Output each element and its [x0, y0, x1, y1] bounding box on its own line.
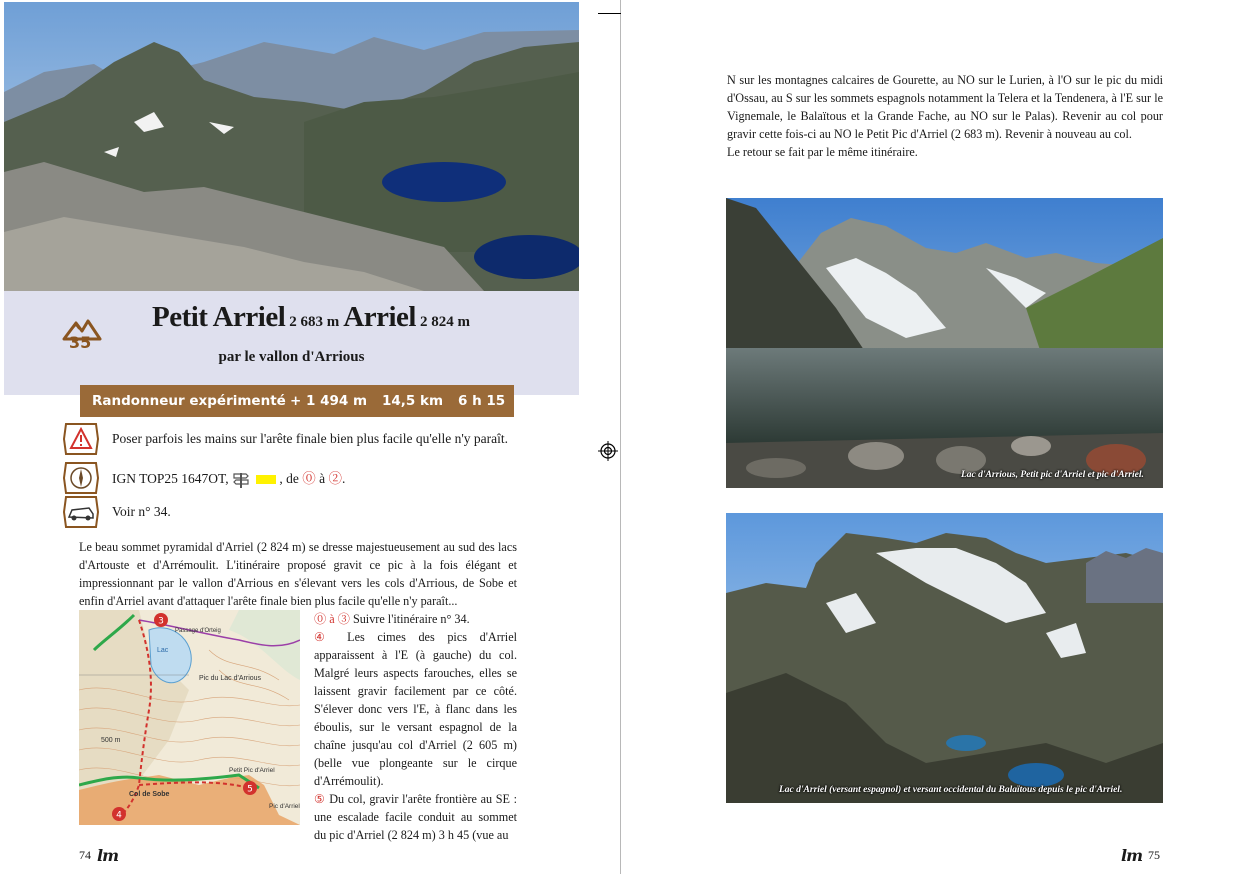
title-petit-arriel: Petit Arriel [152, 301, 286, 333]
route-map [79, 610, 300, 825]
right-folio [1121, 846, 1160, 865]
warning-text: Poser parfois les mains sur l'arête finale bien plus facile qu'elle n'y paraît. [112, 431, 509, 446]
caption-lake: Lac d'Arrious, Petit pic d'Arriel et pic d'Arriel. [961, 470, 1144, 480]
registration-mark-left [598, 441, 618, 461]
waypoint-start: ⓪ [302, 471, 316, 487]
step-1-text: Suivre l'itinéraire n° 34. [352, 612, 470, 626]
intro-paragraph: Le beau sommet pyramidal d'Arriel (2 824 m) se dresse majestueusement au sud des lacs d'Artouste et d'Arrémoulit. L'itinéraire proposé gravit ce pic à la fois élégant et impressionnant par le vallon d'Arrious en s'élevant vers les cols d'Arrious, de Sobe et enfin d'Arriel avant d'attaquer l'arête finale bien plus facile qu'elle n'y paraît... [79, 540, 517, 608]
signpost-icon [232, 471, 250, 489]
map-waypoint-4: 4 [116, 810, 122, 821]
altitude-arriel: 2 824 m [419, 314, 470, 330]
car-icon [62, 495, 100, 529]
map-label-pic-arriel: Pic d'Arriel [269, 803, 300, 810]
trail-marker-yellow [256, 475, 276, 484]
map-ref-to-word: à [319, 471, 326, 487]
access-row [62, 494, 171, 530]
stats-bar [80, 385, 514, 417]
right-page [621, 0, 1238, 874]
compass-icon [62, 461, 100, 495]
return-text: Le retour se fait par le même itinéraire. [727, 145, 918, 159]
balaitous-photo [726, 513, 1163, 803]
step-3-text: Du col, gravir l'arête frontière au SE : une escalade facile conduit au sommet du pic d'Arriel (2 824 m) 3 h 45 (vue au [314, 792, 517, 842]
distance: 14,5 km [382, 393, 444, 409]
map-label-passage: Passage d'Orteig [175, 628, 221, 634]
altitude-petit-arriel: 2 683 m [289, 314, 340, 330]
page-number-left: 74 [79, 848, 91, 862]
left-folio [79, 846, 118, 865]
map-label-pic-lac: Pic du Lac d'Arrious [199, 675, 262, 682]
route-steps [314, 610, 517, 844]
step-2-text: Les cimes des pics d'Arriel apparaissent à l'E (à gauche) du col. Malgré leurs aspects farouches, elles se laissent gravir facilement par ce côté. S'élever donc vers l'E, à flanc dans les éboulis, sur le versant espagnol de la chaîne jusqu'au col d'Arriel (2 605 m) (belle vue plongeante sur le cirque d'Arrémoulit). [314, 630, 517, 788]
map-label-col-sobe: Col de Sobe [129, 791, 170, 798]
caption-balaitous: Lac d'Arriel (versant espagnol) et versant occidental du Balaïtous depuis le pic d'Arriel. [779, 785, 1123, 795]
duration: 6 h 15 [458, 393, 506, 409]
access-text: Voir n° 34. [112, 504, 171, 519]
elevation-gain: + 1 494 m [290, 393, 368, 409]
lake-photo [726, 198, 1163, 488]
warning-icon [62, 422, 100, 456]
waypoint-end: ② [328, 471, 343, 487]
difficulty-level: Randonneur expérimenté [92, 393, 286, 409]
map-ref-mid: , de [279, 471, 299, 487]
map-ref-end: . [342, 471, 346, 487]
map-label-contour: 500 m [101, 737, 121, 744]
step-2-number: ④ [314, 630, 335, 644]
publisher-logo-left: lm [97, 846, 119, 865]
publisher-logo-right: lm [1121, 846, 1143, 865]
map-waypoint-3: 3 [158, 616, 164, 627]
map-ref-text: IGN TOP25 1647OT, [112, 471, 229, 487]
step-3-number: ⑤ [314, 792, 326, 806]
page-number-right: 75 [1148, 848, 1161, 862]
map-label-lac: Lac [157, 647, 169, 654]
map-ref-row [62, 460, 345, 496]
route-subtitle: par le vallon d'Arrious [218, 349, 365, 365]
title-band [4, 291, 579, 395]
continued-paragraph: N sur les montagnes calcaires de Gourette, au NO sur le Lurien, à l'O sur le pic du midi d'Ossau, au S sur les sommets espagnols notamment la Telera et la Tendenera, à l'E sur le Vignemale, le Balaïtous et la Grande Fache, au NO sur le Palas). Revenir au col pour gravir cette fois-ci au NO le Petit Pic d'Arriel (2 683 m). Revenir à nouveau au col. Le retour se fait par le même itinéraire. [727, 73, 1163, 159]
map-label-petit-pic: Petit Pic d'Arriel [229, 767, 275, 774]
map-waypoint-5: 5 [247, 784, 253, 795]
warning-row [62, 421, 508, 457]
page-title [152, 301, 470, 334]
hike-number: 35 [69, 333, 92, 352]
step-1-number: ⓪ à ③ [314, 612, 350, 626]
title-arriel: Arriel [343, 301, 416, 333]
summit-photo [4, 2, 579, 291]
